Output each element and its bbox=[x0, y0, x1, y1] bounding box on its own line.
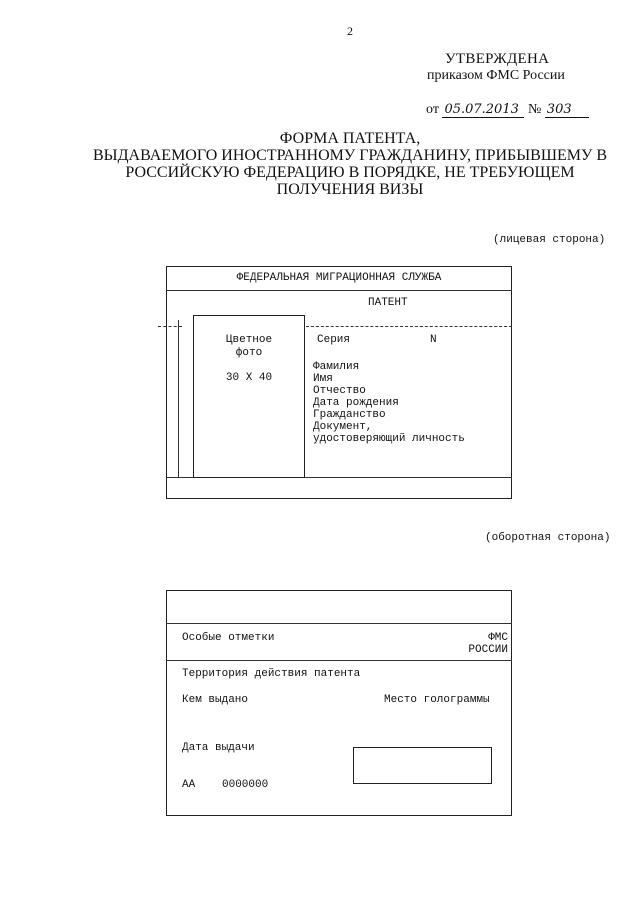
fms-stamp-label bbox=[456, 632, 508, 656]
patent-front-form bbox=[166, 266, 512, 499]
photo-label-line2: фото bbox=[235, 347, 263, 359]
series-label: Серия bbox=[317, 334, 351, 346]
title-line: РОССИЙСКУЮ ФЕДЕРАЦИЮ В ПОРЯДКЕ, НЕ ТРЕБУЮЩЕМ bbox=[125, 164, 575, 181]
order-number-label: № bbox=[527, 102, 542, 117]
fms-line1: ФМС bbox=[488, 632, 508, 644]
field-name: Имя bbox=[313, 373, 333, 385]
front-inner-divider bbox=[178, 320, 179, 478]
patent-label: ПАТЕНТ bbox=[368, 297, 408, 309]
fms-line2: РОССИИ bbox=[468, 644, 508, 656]
photo-size: 30 X 40 bbox=[225, 372, 273, 384]
series-code: АА bbox=[182, 779, 196, 791]
order-date-line bbox=[426, 102, 589, 118]
field-patronymic: Отчество bbox=[313, 385, 366, 397]
photo-label-line1: Цветное bbox=[225, 334, 273, 346]
back-top-rule bbox=[166, 623, 512, 624]
field-document-cont: удостоверяющий личность bbox=[313, 433, 465, 445]
fold-line-right bbox=[306, 326, 512, 327]
field-birth-date: Дата рождения bbox=[313, 397, 399, 409]
field-surname: Фамилия bbox=[313, 361, 360, 373]
page-number: 2 bbox=[347, 24, 353, 38]
back-side-note: (оборотная сторона) bbox=[485, 532, 611, 544]
issued-by-label: Кем выдано bbox=[182, 694, 249, 706]
photo-label bbox=[193, 334, 305, 360]
front-side-note: (лицевая сторона) bbox=[493, 234, 606, 246]
order-date: 05.07.2013 bbox=[442, 103, 524, 118]
order-number: 303 bbox=[545, 103, 589, 118]
order-from-label: от bbox=[426, 102, 439, 117]
special-marks-label: Особые отметки bbox=[182, 632, 275, 644]
title-line: ФОРМА ПАТЕНТА, bbox=[279, 130, 421, 147]
approval-heading: УТВЕРЖДЕНА bbox=[445, 51, 550, 67]
hologram-label: Место голограммы bbox=[384, 694, 490, 706]
title-line: ПОЛУЧЕНИЯ ВИЗЫ bbox=[276, 181, 424, 198]
document-title bbox=[60, 130, 640, 198]
holder-fields bbox=[313, 361, 465, 445]
front-header-rule bbox=[166, 290, 512, 291]
number-label: N bbox=[430, 334, 437, 346]
agency-name: ФЕДЕРАЛЬНАЯ МИГРАЦИОННАЯ СЛУЖБА bbox=[236, 272, 442, 284]
field-document: Документ, bbox=[313, 421, 373, 433]
title-line: ВЫДАВАЕМОГО ИНОСТРАННОМУ ГРАЖДАНИНУ, ПРИБЫВШЕМУ В bbox=[92, 147, 607, 164]
hologram-box bbox=[353, 747, 492, 784]
territory-label: Территория действия патента bbox=[182, 668, 361, 680]
field-citizenship: Гражданство bbox=[313, 409, 386, 421]
series-number: 0000000 bbox=[222, 779, 269, 791]
issue-date-label: Дата выдачи bbox=[182, 742, 255, 754]
approval-order: приказом ФМС России bbox=[427, 68, 565, 83]
patent-back-form bbox=[166, 590, 512, 816]
back-marks-rule bbox=[166, 660, 512, 661]
